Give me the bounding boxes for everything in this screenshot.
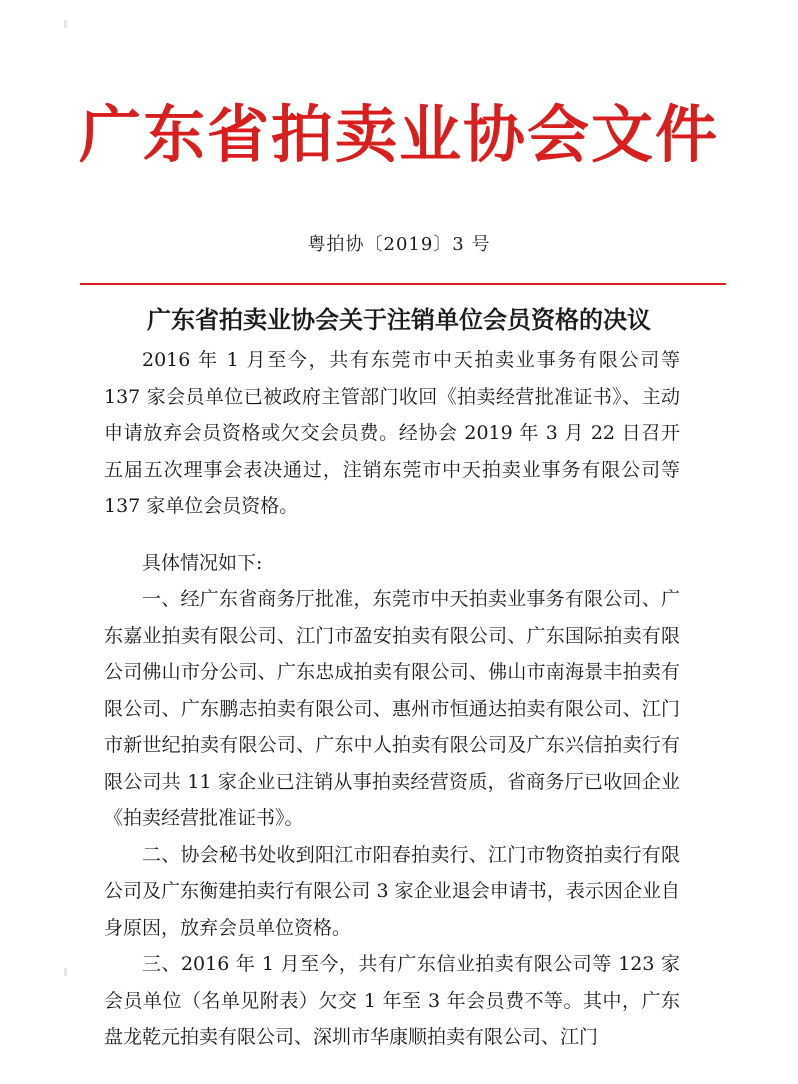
paragraph-item-one: 一、经广东省商务厅批准，东莞市中天拍卖业事务有限公司、广东嘉业拍卖有限公司、江门市盈安拍卖有限公司、广东国际拍卖有限公司佛山市分公司、广东忠成拍卖有限公司、佛山市南海景丰拍卖有限公司、广东鹏志拍卖有限公司、惠州市恒通达拍卖有限公司、江门市新世纪拍卖有限公司、广东中人拍卖有限公司及广东兴信拍卖行有限公司共 11 家企业已注销从事拍卖经营资质，省商务厅已收回企业《拍卖经营批准证书》。 [104, 588, 680, 829]
document-number: 粤拍协〔2019〕3 号 [307, 234, 491, 255]
scan-mark [64, 20, 67, 28]
masthead-title: 广东省拍卖业协会文件 [78, 98, 719, 171]
scan-mark [64, 968, 67, 976]
document-body [104, 342, 680, 1056]
red-divider-line [80, 283, 726, 285]
paragraph-item-two: 二、协会秘书处收到阳江市阳春拍卖行、江门市物资拍卖行有限公司及广东衡建拍卖行有限公司 3 家企业退会申请书，表示因企业自身原因，放弃会员单位资格。 [104, 843, 680, 939]
document-title: 广东省拍卖业协会关于注销单位会员资格的决议 [147, 306, 651, 334]
paragraph-details-heading: 具体情况如下: [142, 551, 263, 574]
paragraph-intro: 2016 年 1 月至今，共有东莞市中天拍卖业事务有限公司等 137 家会员单位已被政府主管部门收回《拍卖经营批准证书》、主动申请放弃会员资格或欠交会员费。经协会 2019 年 3 月 22 日召开五届五次理事会表决通过，注销东莞市中天拍卖业事务有限公司等 137 家单位会员资格。 [104, 349, 680, 517]
paragraph-item-three: 三、2016 年 1 月至今，共有广东信业拍卖有限公司等 123 家会员单位（名单见附表）欠交 1 年至 3 年会员费不等。其中，广东盘龙乾元拍卖有限公司、深圳市华康顺拍卖有限公司、江门 [104, 953, 680, 1048]
